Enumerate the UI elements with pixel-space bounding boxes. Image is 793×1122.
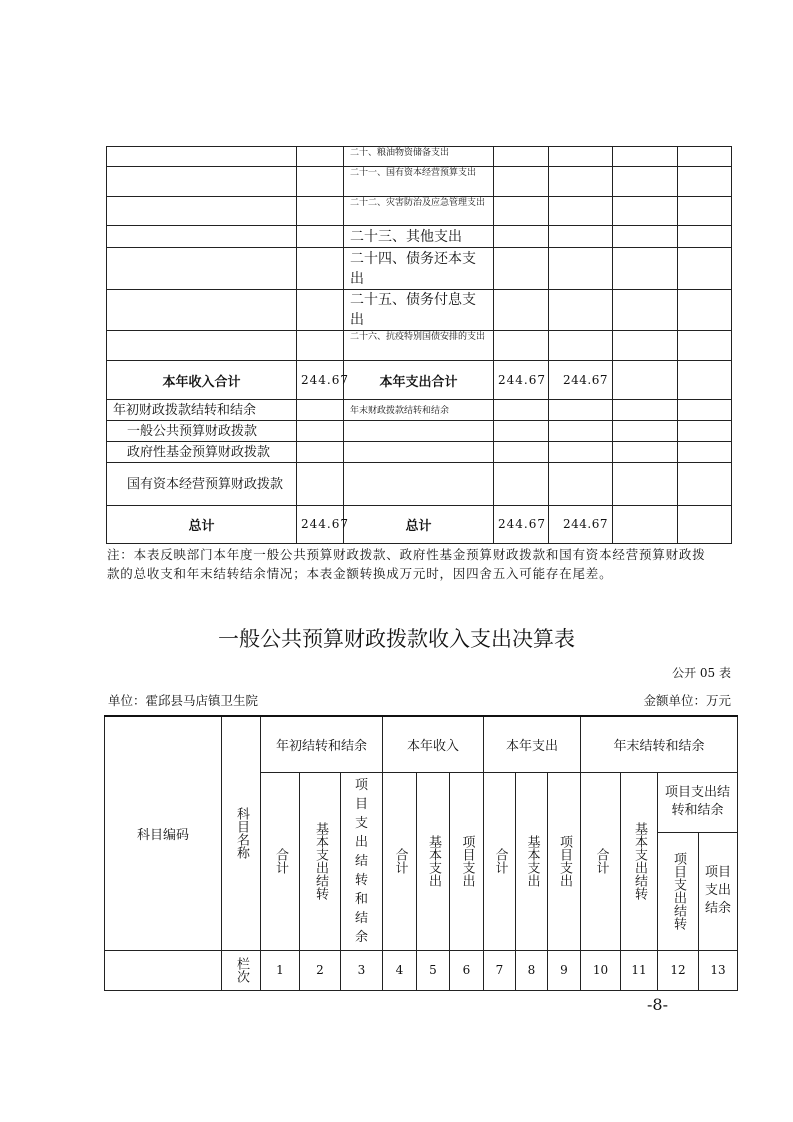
sub-header: 基本支出结转 (313, 822, 328, 900)
column-number: 10 (581, 950, 621, 990)
column-number: 4 (383, 950, 417, 990)
table-note: 注：本表反映部门本年度一般公共预算财政拨款、政府性基金预算财政拨款和国有资本经营预算财政拨款的总收支和年末结转结余情况；本表金额转换成万元时，因四舍五入可能存在尾差。 (107, 547, 706, 581)
name-header: 科目名称 (234, 807, 249, 860)
carry-in-label: 年初财政拨款结转和结余 (107, 400, 297, 421)
income-total-value: 244.67 (297, 361, 344, 400)
expense-item: 二十六、抗疫特别国债安排的支出 (344, 331, 494, 361)
sub-header: 项目支出结转和结余 (341, 772, 383, 950)
column-number: 1 (261, 950, 300, 990)
expense-item: 二十五、债务付息支出 (344, 290, 494, 331)
grand-total-expense-2: 244.67 (549, 506, 613, 544)
row-label: 栏次 (234, 957, 249, 983)
group-header: 年初结转和结余 (261, 716, 383, 772)
group-header: 本年支出 (484, 716, 581, 772)
column-number: 8 (516, 950, 548, 990)
amount-unit-label: 金额单位：万元 (643, 693, 731, 708)
table-row (107, 147, 732, 167)
sub-header: 项目支出 (557, 835, 572, 887)
column-number: 5 (417, 950, 450, 990)
carry-in-item: 政府性基金预算财政拨款 (107, 442, 297, 463)
table-row (107, 463, 732, 506)
income-total-row (107, 361, 732, 400)
group-header: 年末结转和结余 (581, 716, 738, 772)
column-number: 6 (450, 950, 484, 990)
grand-total-row (107, 506, 732, 544)
sub-header: 项目支出结余 (699, 832, 738, 950)
expense-item: 二十一、国有资本经营预算支出 (344, 167, 494, 197)
sub-header: 合计 (593, 848, 609, 874)
sub-header: 基本支出 (426, 835, 441, 887)
table-row (105, 950, 738, 990)
carry-out-label: 年末财政拨款结转和结余 (344, 400, 494, 421)
group-header: 本年收入 (383, 716, 484, 772)
expense-item: 二十四、债务还本支出 (344, 248, 494, 290)
sub-header: 基本支出 (524, 835, 540, 887)
sub-header: 合计 (392, 848, 408, 874)
table-row (107, 248, 732, 290)
carry-in-item: 国有资本经营预算财政拨款 (107, 463, 297, 506)
table-row (107, 442, 732, 463)
unit-label: 单位：霍邱县马店镇卫生院 (108, 693, 259, 708)
expense-total-label: 本年支出合计 (344, 361, 494, 400)
carry-row (107, 400, 732, 421)
expense-item: 二十二、灾害防治及应急管理支出 (344, 197, 494, 226)
carry-in-item: 一般公共预算财政拨款 (107, 421, 297, 442)
column-number: 11 (621, 950, 658, 990)
column-number: 2 (300, 950, 341, 990)
sub-header: 项目支出 (459, 835, 475, 887)
column-number: 12 (658, 950, 699, 990)
expense-item: 二十三、其他支出 (344, 226, 494, 248)
page-title: 一般公共预算财政拨款收入支出决算表 (218, 627, 575, 651)
top-summary-table (106, 146, 732, 544)
expense-item: 二十、粮油物资储备支出 (344, 147, 494, 167)
table-row (107, 331, 732, 361)
form-number: 公开 05 表 (672, 666, 731, 680)
sub-header: 合计 (492, 848, 508, 874)
income-total-label: 本年收入合计 (107, 361, 297, 400)
column-number: 3 (341, 950, 383, 990)
sub-header: 合计 (273, 848, 288, 874)
table-row (107, 290, 732, 331)
project-group-header: 项目支出结转和结余 (658, 772, 738, 832)
table-row (107, 197, 732, 226)
column-number: 7 (484, 950, 516, 990)
grand-total-label-2: 总计 (344, 506, 494, 544)
code-header: 科目编码 (105, 716, 222, 950)
table-row (107, 421, 732, 442)
grand-total-expense: 244.67 (494, 506, 549, 544)
expense-total-value-2: 244.67 (549, 361, 613, 400)
table-row (107, 167, 732, 197)
sub-header: 项目支出结转 (671, 852, 686, 930)
column-number: 9 (548, 950, 581, 990)
sub-header: 基本支出结转 (632, 822, 647, 900)
budget-table (104, 715, 738, 991)
grand-total-label: 总计 (107, 506, 297, 544)
expense-total-value: 244.67 (494, 361, 549, 400)
page-number: -8- (647, 995, 668, 1014)
column-number: 13 (699, 950, 738, 990)
table-row (107, 226, 732, 248)
grand-total-income: 244.67 (297, 506, 344, 544)
